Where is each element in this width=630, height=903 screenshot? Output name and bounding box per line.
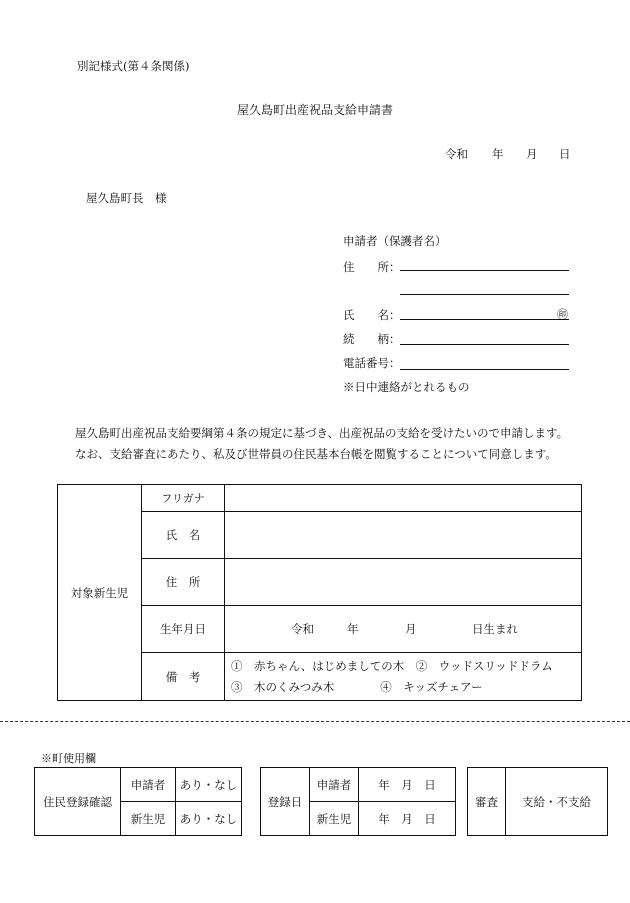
dob-era: 令和 xyxy=(291,622,314,636)
regdate-newborn-ymd[interactable]: 年 月 日 xyxy=(359,802,456,836)
remarks-label: 備 考 xyxy=(142,653,225,701)
applicant-heading: 申請者（保護者名） xyxy=(343,234,447,248)
statement-line-1: 屋久島町出産祝品支給要綱第４条の規定に基づき、出産祝品の支給を受けたいので申請します。 xyxy=(75,426,569,440)
newborn-table xyxy=(57,484,582,701)
registration-date-label: 登録日 xyxy=(261,768,310,836)
review-label: 審査 xyxy=(468,768,506,836)
dob-values xyxy=(225,621,581,637)
form-reference: 別記様式(第４条関係) xyxy=(77,59,190,73)
furigana-label: フリガナ xyxy=(142,485,225,512)
regdate-applicant-label: 申請者 xyxy=(310,768,359,802)
dob-year: 年 xyxy=(347,622,359,636)
date-era: 令和 xyxy=(445,147,468,161)
date-month: 月 xyxy=(526,147,538,161)
remarks-field[interactable] xyxy=(225,653,582,701)
cut-line xyxy=(0,721,630,722)
review-result[interactable]: 支給・不支給 xyxy=(506,768,608,836)
relation-label: 続 柄： xyxy=(343,332,401,346)
resident-check-label: 住民登録確認 xyxy=(35,768,121,836)
dob-label: 生年月日 xyxy=(142,606,225,653)
newborn-name-label: 氏 名 xyxy=(142,512,225,559)
addressee: 屋久島町長 様 xyxy=(86,191,167,205)
address-line-1[interactable] xyxy=(400,270,569,271)
daytime-contact-note: ※日中連絡がとれるもの xyxy=(343,380,470,394)
dob-month: 月 xyxy=(405,622,417,636)
remarks-option-line-2: ③ 木のくみつみ木 ④ キッズチェアー xyxy=(231,679,483,694)
review-table xyxy=(467,767,608,836)
seal-mark: ㊞ xyxy=(557,308,568,321)
resident-applicant-label: 申請者 xyxy=(121,768,176,802)
phone-line[interactable] xyxy=(400,369,569,370)
target-newborn-label: 対象新生児 xyxy=(58,485,142,701)
document-title: 屋久島町出産祝品支給申請書 xyxy=(236,103,393,117)
regdate-newborn-label: 新生児 xyxy=(310,802,359,836)
newborn-address-field[interactable] xyxy=(225,559,582,606)
name-label: 氏 名： xyxy=(343,308,401,322)
name-line[interactable] xyxy=(400,319,569,320)
dob-field[interactable] xyxy=(225,606,582,653)
furigana-field[interactable] xyxy=(225,485,582,512)
dob-suffix: 日生まれ xyxy=(472,622,518,636)
phone-label: 電話番号： xyxy=(343,356,401,370)
resident-newborn-yesno[interactable]: あり・なし xyxy=(176,802,242,836)
statement-line-2: なお、支給審査にあたり、私及び世帯員の住民基本台帳を閲覧することについて同意します。 xyxy=(75,447,557,461)
newborn-name-field[interactable] xyxy=(225,512,582,559)
resident-registration-table xyxy=(34,767,242,836)
registration-date-table xyxy=(260,767,456,836)
regdate-applicant-ymd[interactable]: 年 月 日 xyxy=(359,768,456,802)
date-year: 年 xyxy=(492,147,504,161)
application-date xyxy=(445,146,571,162)
address-line-2[interactable] xyxy=(400,294,569,295)
resident-newborn-label: 新生児 xyxy=(121,802,176,836)
newborn-address-label: 住 所 xyxy=(142,559,225,606)
remarks-option-line-1: ① 赤ちゃん、はじめましての木 ② ウッドスリッドドラム xyxy=(231,658,553,673)
address-label: 住 所： xyxy=(343,260,401,274)
date-day: 日 xyxy=(559,147,571,161)
furigana-row xyxy=(58,485,582,512)
resident-applicant-yesno[interactable]: あり・なし xyxy=(176,768,242,802)
office-use-label: ※町使用欄 xyxy=(41,752,96,765)
relation-line[interactable] xyxy=(400,344,569,345)
